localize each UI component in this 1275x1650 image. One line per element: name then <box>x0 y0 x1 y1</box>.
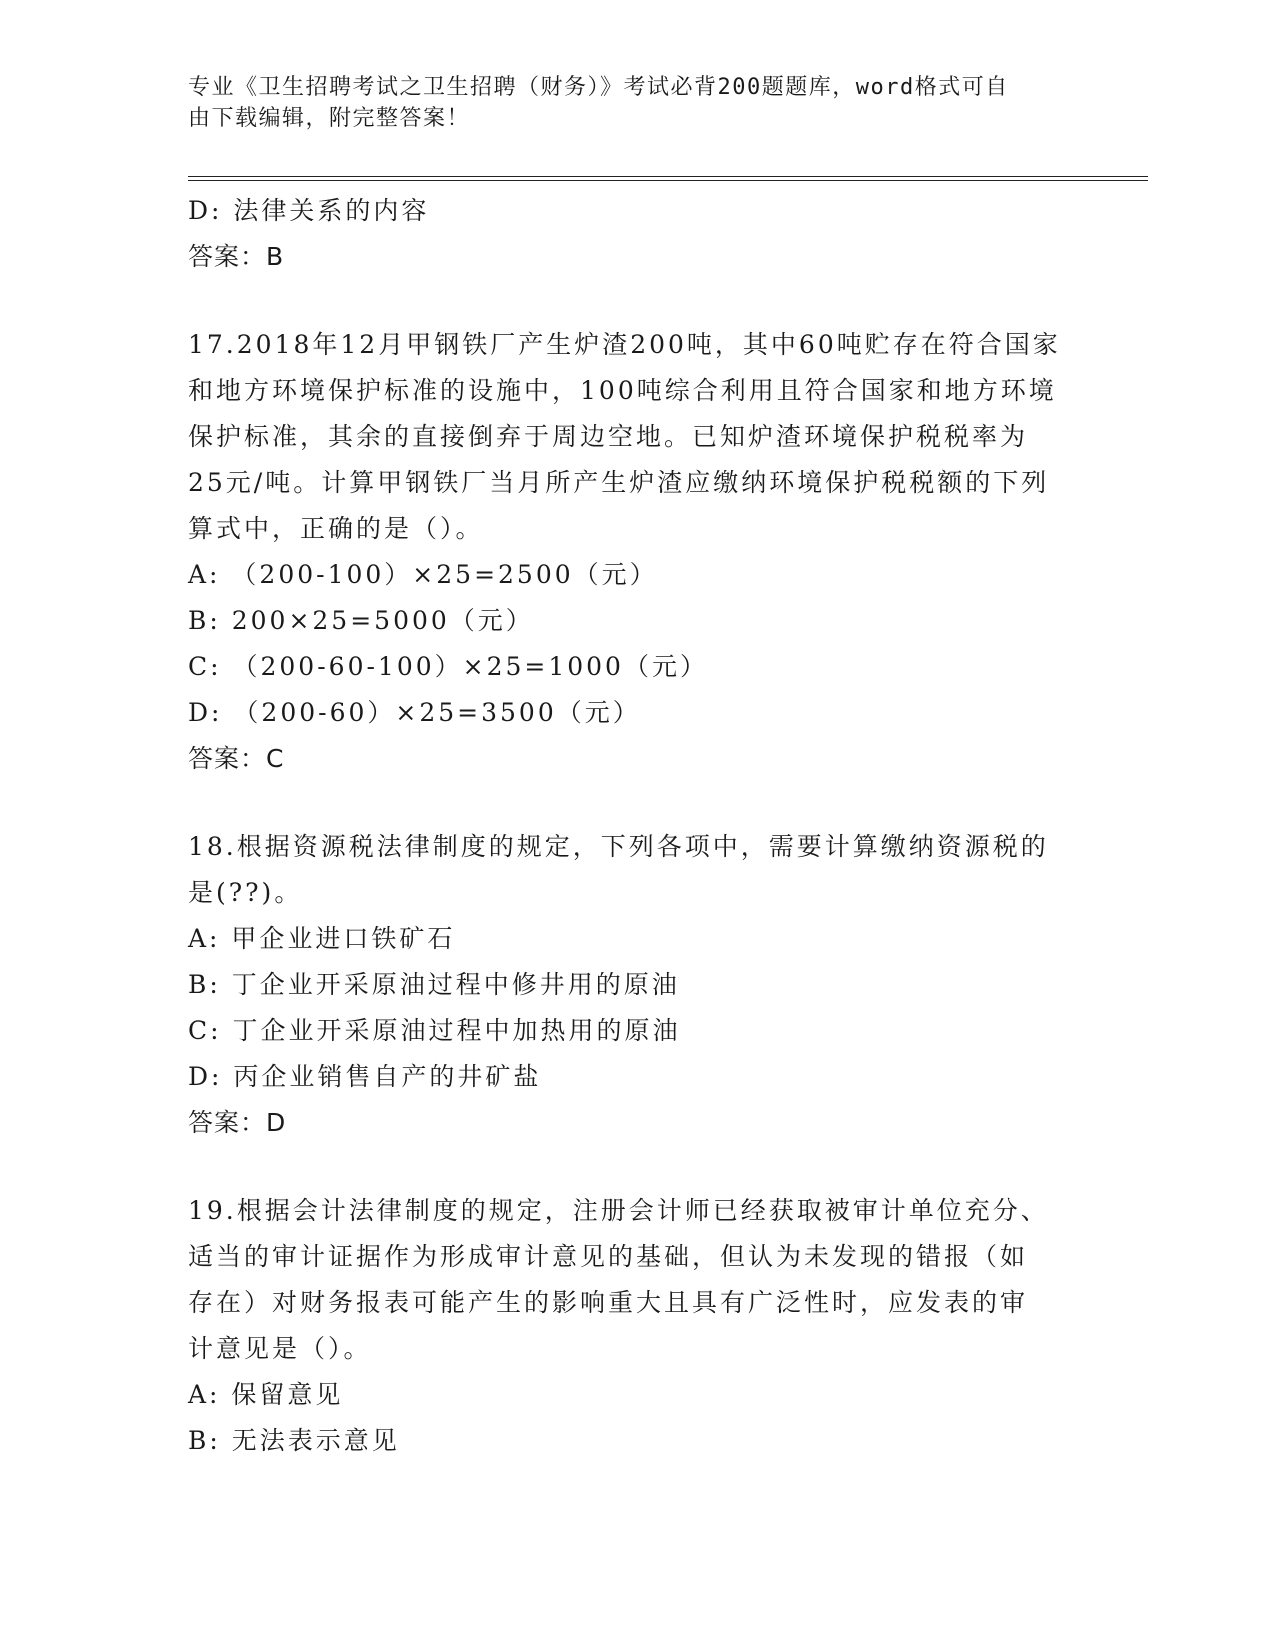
question-stem-line: 算式中，正确的是（）。 <box>188 514 484 543</box>
question-stem-line: 保护标准，其余的直接倒弃于周边空地。已知炉渣环境保护税税率为 <box>188 422 1029 451</box>
question-17 <box>188 322 1088 782</box>
header-line-1: 专业《卫生招聘考试之卫生招聘（财务）》考试必背200题题库，word格式可自 <box>188 75 1009 100</box>
option-a: A: 甲企业进口铁矿石 <box>188 924 456 953</box>
option-b: B: 丁企业开采原油过程中修井用的原油 <box>188 970 680 999</box>
question-18 <box>188 824 1088 1146</box>
question-stem-line: 计意见是（）。 <box>188 1334 372 1363</box>
option-d: D: 法律关系的内容 <box>188 196 430 225</box>
question-stem-line: 和地方环境保护标准的设施中，100吨综合利用且符合国家和地方环境 <box>188 376 1057 405</box>
document-header <box>188 72 1088 134</box>
option-d: D: 丙企业销售自产的井矿盐 <box>188 1062 542 1091</box>
option-b: B: 无法表示意见 <box>188 1426 400 1455</box>
answer-label: 答案：B <box>188 242 285 271</box>
question-stem-line: 是(??)。 <box>188 878 303 907</box>
question-stem-line: 适当的审计证据作为形成审计意见的基础，但认为未发现的错报（如 <box>188 1242 1029 1271</box>
answer-label: 答案：D <box>188 1108 287 1137</box>
question-stem-line: 18.根据资源税法律制度的规定，下列各项中，需要计算缴纳资源税的 <box>188 832 1049 861</box>
header-line-2: 由下载编辑，附完整答案！ <box>188 106 471 131</box>
header-divider-bottom <box>188 180 1148 181</box>
option-c: C: （200-60-100）×25=1000（元） <box>188 652 708 681</box>
question-stem-line: 17.2018年12月甲钢铁厂产生炉渣200吨，其中60吨贮存在符合国家 <box>188 330 1061 359</box>
question-stem-line: 25元/吨。计算甲钢铁厂当月所产生炉渣应缴纳环境保护税税额的下列 <box>188 468 1050 497</box>
option-a: A: 保留意见 <box>188 1380 344 1409</box>
header-divider-top <box>188 176 1148 177</box>
option-b: B: 200×25=5000（元） <box>188 606 534 635</box>
question-19 <box>188 1188 1088 1464</box>
answer-label: 答案：C <box>188 744 285 773</box>
option-c: C: 丁企业开采原油过程中加热用的原油 <box>188 1016 681 1045</box>
question-16-tail <box>188 188 1088 280</box>
question-stem-line: 19.根据会计法律制度的规定，注册会计师已经获取被审计单位充分、 <box>188 1196 1049 1225</box>
question-stem-line: 存在）对财务报表可能产生的影响重大且具有广泛性时，应发表的审 <box>188 1288 1029 1317</box>
document-body <box>188 188 1088 1464</box>
option-d: D: （200-60）×25=3500（元） <box>188 698 641 727</box>
option-a: A: （200-100）×25=2500（元） <box>188 560 658 589</box>
